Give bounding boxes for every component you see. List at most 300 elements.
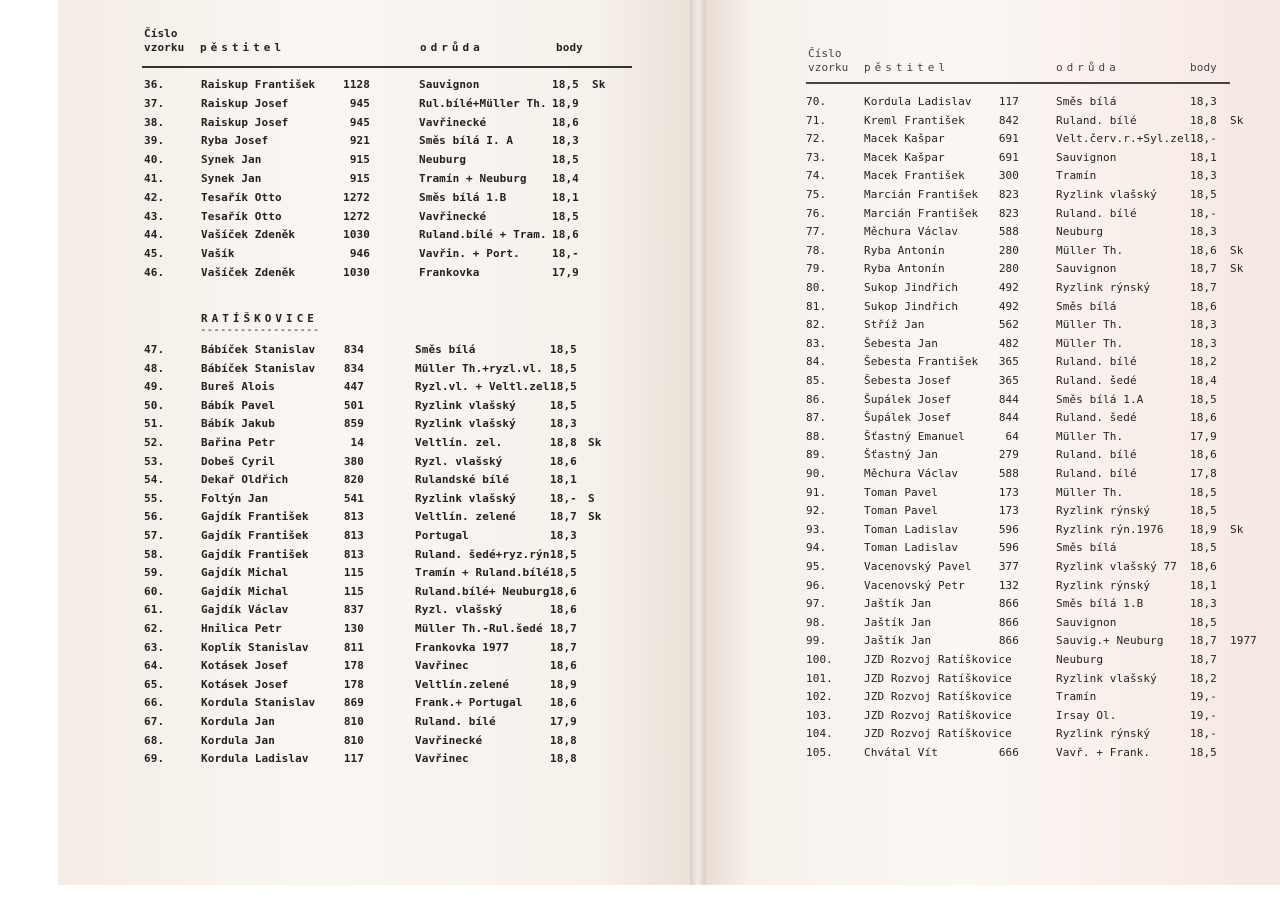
variety-name: Müller Th.+ryzl.vl. — [415, 361, 543, 375]
grower-name: Stříž Jan — [864, 318, 925, 332]
registry-number: 866 — [998, 634, 1019, 648]
table-row — [58, 210, 690, 228]
points-value: 18,3 — [550, 529, 577, 542]
note-mark: Sk — [588, 510, 602, 524]
table-row — [706, 467, 1280, 485]
points-value: 18,3 — [550, 417, 577, 431]
table-row — [58, 548, 690, 566]
table-row — [706, 337, 1280, 355]
registry-number: 64 — [1005, 429, 1019, 443]
table-row — [706, 244, 1280, 262]
registry-number: 596 — [998, 541, 1019, 555]
table-row — [58, 659, 690, 677]
table-row — [58, 228, 690, 246]
points-value: 18,6 — [550, 603, 577, 617]
table-row — [706, 281, 1280, 299]
table-row — [706, 374, 1280, 392]
table-row — [58, 715, 690, 733]
table-row — [706, 486, 1280, 504]
table-row — [58, 343, 690, 361]
points-value: 18,5 — [1190, 541, 1217, 555]
points-value: 17,9 — [550, 715, 577, 728]
grower-name: Synek Jan — [201, 153, 262, 167]
points-value: 18,7 — [1190, 281, 1217, 294]
sample-number: 100. — [806, 653, 833, 666]
registry-number: 178 — [343, 659, 364, 673]
sample-number: 65. — [144, 677, 165, 691]
sample-number: 104. — [806, 727, 833, 741]
sample-number: 41. — [144, 172, 165, 185]
points-value: 18,5 — [552, 209, 579, 223]
grower-name: Foltýn Jan — [201, 491, 269, 505]
variety-name: Neuburg — [1056, 653, 1104, 666]
grower-name: Toman Ladislav — [864, 541, 959, 555]
points-value: 18,3 — [552, 134, 579, 148]
variety-name: Vavřinecké — [419, 115, 487, 129]
points-value: 18,6 — [1190, 411, 1217, 425]
table-row — [58, 510, 690, 528]
variety-name: Ruland. bílé — [1056, 206, 1137, 220]
grower-name: Gajdík František — [201, 547, 309, 561]
table-row — [706, 430, 1280, 448]
points-value: 18,5 — [1190, 485, 1217, 499]
variety-name: Směs bílá 1.B — [1056, 597, 1144, 611]
table-row — [706, 393, 1280, 411]
table-row — [706, 616, 1280, 634]
registry-number: 859 — [343, 417, 364, 431]
grower-name: JZD Rozvoj Ratíškovice — [864, 708, 1012, 722]
points-value: 17,8 — [1190, 467, 1217, 480]
variety-name: Sauvignon — [1056, 615, 1117, 629]
grower-name: Jaštík Jan — [864, 615, 932, 629]
variety-name: Ryzlink vlašský 77 — [1056, 560, 1178, 573]
table-row — [58, 641, 690, 659]
grower-name: Marcián František — [864, 206, 979, 220]
registry-number: 117 — [343, 752, 364, 766]
points-value: 18,8 — [550, 436, 577, 449]
header-sample-line2: vzorku — [144, 41, 185, 54]
grower-name: Synek Jan — [201, 172, 262, 185]
grower-name: Marcián František — [864, 188, 979, 201]
book-gutter — [690, 0, 706, 898]
table-row — [706, 448, 1280, 466]
points-value: 17,9 — [552, 266, 579, 279]
variety-name: Ryzlink rýnský — [1056, 504, 1151, 518]
variety-name: Ryzlink vlašský — [415, 491, 516, 505]
sample-number: 66. — [144, 696, 165, 710]
points-value: 18,8 — [550, 733, 577, 747]
registry-number: 1128 — [343, 78, 370, 91]
points-value: 19,- — [1190, 708, 1217, 722]
table-row — [58, 585, 690, 603]
sample-number: 46. — [144, 266, 165, 279]
table-row — [58, 399, 690, 417]
table-row — [706, 300, 1280, 318]
variety-name: Ruland. bílé — [1056, 448, 1137, 462]
sample-number: 63. — [144, 640, 165, 654]
header-grower-right: pěstitel — [864, 61, 949, 74]
sample-number: 77. — [806, 225, 827, 239]
sample-number: 86. — [806, 392, 827, 406]
variety-name: Veltlín. zelené — [415, 510, 516, 524]
grower-name: Raiskup Josef — [201, 115, 289, 129]
variety-name: Ruland.bílé+ Neuburg — [415, 584, 550, 598]
points-value: 18,4 — [552, 172, 579, 185]
table-row — [706, 318, 1280, 336]
grower-name: Vacenovský Petr — [864, 578, 965, 592]
points-value: 18,9 — [1190, 522, 1217, 536]
grower-name: Šupálek Josef — [864, 411, 952, 425]
grower-name: Kreml František — [864, 113, 965, 127]
grower-name: Vašíček Zdeněk — [201, 266, 296, 279]
registry-number: 691 — [998, 132, 1019, 146]
table-row — [58, 247, 690, 265]
registry-number: 280 — [998, 243, 1019, 257]
registry-number: 178 — [343, 677, 364, 691]
grower-name: JZD Rozvoj Ratíškovice — [864, 671, 1012, 685]
registry-number: 173 — [998, 485, 1019, 499]
sample-number: 51. — [144, 417, 165, 431]
header-rule — [142, 66, 632, 68]
table-row — [58, 172, 690, 190]
registry-number: 588 — [998, 467, 1019, 480]
sample-number: 43. — [144, 209, 165, 223]
grower-name: Raiskup František — [201, 78, 316, 91]
table-row — [58, 566, 690, 584]
table-row — [58, 529, 690, 547]
header-variety: odrůda — [420, 41, 484, 54]
points-value: 18,5 — [550, 398, 577, 412]
registry-number: 492 — [998, 299, 1019, 313]
registry-number: 837 — [343, 603, 364, 617]
table-row — [58, 455, 690, 473]
table-row — [58, 603, 690, 621]
variety-name: Vavřinec — [415, 659, 469, 673]
sample-number: 96. — [806, 578, 827, 592]
points-value: 18,6 — [550, 454, 577, 468]
registry-number: 541 — [343, 491, 364, 505]
sample-number: 78. — [806, 243, 827, 257]
registry-number: 834 — [343, 361, 364, 375]
points-value: 18,5 — [1190, 615, 1217, 629]
variety-name: Ryzlink rýnský — [1056, 578, 1151, 592]
right-page — [706, 0, 1280, 885]
table-row — [706, 169, 1280, 187]
variety-name: Směs bílá 1.B — [419, 190, 507, 204]
sample-number: 71. — [806, 113, 827, 127]
points-value: 18,7 — [1190, 634, 1217, 648]
grower-name: Gajdík Václav — [201, 603, 289, 617]
table-row — [58, 97, 690, 115]
points-value: 18,6 — [1190, 448, 1217, 462]
grower-name: Hnilica Petr — [201, 622, 282, 635]
sample-number: 69. — [144, 752, 165, 766]
variety-name: Müller Th. — [1056, 485, 1124, 499]
points-value: 18,9 — [552, 96, 579, 110]
sample-number: 61. — [144, 603, 165, 617]
header-sample-line1-right: Číslo — [808, 47, 842, 60]
registry-number: 945 — [349, 115, 370, 129]
grower-name: Vašík — [201, 247, 235, 261]
variety-name: Ryzlink vlašský — [1056, 671, 1157, 685]
grower-name: JZD Rozvoj Ratíškovice — [864, 727, 1012, 741]
note-mark: Sk — [1230, 243, 1244, 257]
variety-name: Ryzlink rýnský — [1056, 727, 1151, 741]
registry-number: 115 — [343, 566, 364, 580]
sample-number: 56. — [144, 510, 165, 524]
variety-name: Velt.červ.r.+Syl.zel. — [1056, 132, 1198, 146]
points-value: 18,3 — [1190, 336, 1217, 350]
variety-name: Tramín + Neuburg — [419, 172, 527, 185]
grower-name: Gajdík Michal — [201, 584, 289, 598]
sample-number: 57. — [144, 529, 165, 542]
sample-number: 50. — [144, 398, 165, 412]
sample-number: 84. — [806, 355, 827, 369]
points-value: 18,2 — [1190, 355, 1217, 369]
grower-name: Gajdík František — [201, 510, 309, 524]
points-value: 18,6 — [552, 228, 579, 242]
table-row — [706, 560, 1280, 578]
points-value: 18,7 — [550, 510, 577, 524]
grower-name: Toman Pavel — [864, 504, 938, 518]
grower-name: JZD Rozvoj Ratíškovice — [864, 653, 1012, 666]
variety-name: Ryzl. vlašský — [415, 454, 503, 468]
points-value: 18,5 — [1190, 188, 1217, 201]
points-value: 18,1 — [1190, 578, 1217, 592]
variety-name: Frank.+ Portugal — [415, 696, 523, 710]
sample-number: 87. — [806, 411, 827, 425]
registry-number: 813 — [343, 529, 364, 542]
variety-name: Směs bílá — [415, 343, 476, 356]
registry-number: 280 — [998, 262, 1019, 276]
points-value: 18,5 — [552, 153, 579, 167]
variety-name: Portugal — [415, 529, 469, 542]
sample-number: 67. — [144, 715, 165, 728]
sample-number: 105. — [806, 746, 833, 759]
registry-number: 921 — [349, 134, 370, 148]
sample-number: 36. — [144, 78, 165, 91]
variety-name: Veltlín. zel. — [415, 436, 503, 449]
registry-number: 492 — [998, 281, 1019, 294]
table-row — [706, 504, 1280, 522]
sample-number: 82. — [806, 318, 827, 332]
variety-name: Müller Th.-Rul.šedé — [415, 622, 543, 635]
registry-number: 810 — [343, 715, 364, 728]
registry-number: 377 — [998, 560, 1019, 573]
variety-name: Směs bílá — [1056, 299, 1117, 313]
sample-number: 44. — [144, 228, 165, 242]
grower-name: Vacenovský Pavel — [864, 560, 972, 573]
grower-name: Kotásek Josef — [201, 677, 289, 691]
registry-number: 596 — [998, 522, 1019, 536]
registry-number: 946 — [349, 247, 370, 261]
registry-number: 14 — [350, 436, 364, 449]
registry-number: 844 — [998, 411, 1019, 425]
registry-number: 300 — [998, 169, 1019, 183]
sample-number: 89. — [806, 448, 827, 462]
header-grower: pěstitel — [200, 41, 285, 54]
registry-number: 130 — [343, 622, 364, 635]
points-value: 18,6 — [550, 584, 577, 598]
points-value: 18,6 — [1190, 299, 1217, 313]
grower-name: Kordula Jan — [201, 733, 275, 747]
variety-name: Tramín + Ruland.bílé — [415, 566, 550, 580]
points-value: 18,6 — [550, 659, 577, 673]
registry-number: 588 — [998, 225, 1019, 239]
variety-name: Tramín — [1056, 690, 1097, 704]
registry-number: 279 — [998, 448, 1019, 462]
sample-number: 83. — [806, 336, 827, 350]
points-value: 18,5 — [550, 566, 577, 580]
table-row — [58, 134, 690, 152]
sample-number: 88. — [806, 429, 827, 443]
grower-name: Koplík Stanislav — [201, 640, 309, 654]
table-row — [706, 690, 1280, 708]
grower-name: Šťastný Jan — [864, 448, 938, 462]
points-value: 18,6 — [550, 696, 577, 710]
variety-name: Ruland. bílé — [415, 715, 496, 728]
points-value: 18,7 — [550, 640, 577, 654]
points-value: 18,3 — [1190, 95, 1217, 108]
grower-name: Šťastný Emanuel — [864, 429, 965, 443]
table-row — [706, 523, 1280, 541]
sample-number: 62. — [144, 622, 165, 635]
points-value: 18,3 — [1190, 225, 1217, 239]
registry-number: 915 — [349, 172, 370, 185]
points-value: 17,9 — [1190, 429, 1217, 443]
sample-number: 97. — [806, 597, 827, 611]
table-row — [58, 266, 690, 284]
variety-name: Ruland. šedé — [1056, 374, 1137, 387]
variety-name: Ryzlink vlašský — [415, 417, 516, 431]
grower-name: Chvátal Vít — [864, 746, 938, 759]
points-value: 18,3 — [1190, 597, 1217, 611]
variety-name: Sauvignon — [1056, 262, 1117, 276]
variety-name: Irsay Ol. — [1056, 708, 1117, 722]
registry-number: 1030 — [343, 228, 370, 242]
grower-name: Vašíček Zdeněk — [201, 228, 296, 242]
variety-name: Sauvignon — [419, 78, 480, 91]
sample-number: 54. — [144, 473, 165, 487]
points-value: 18,5 — [1190, 746, 1217, 759]
registry-number: 866 — [998, 597, 1019, 611]
table-row — [706, 672, 1280, 690]
grower-name: Macek Kašpar — [864, 132, 945, 146]
registry-number: 1272 — [343, 190, 370, 204]
note-mark: 1977 — [1230, 634, 1257, 648]
header-variety-right: odrůda — [1056, 61, 1120, 74]
left-page — [58, 0, 690, 885]
registry-number: 117 — [998, 95, 1019, 108]
registry-number: 447 — [343, 380, 364, 394]
sample-number: 52. — [144, 436, 165, 449]
registry-number: 810 — [343, 733, 364, 747]
variety-name: Tramín — [1056, 169, 1097, 183]
points-value: 18,3 — [1190, 318, 1217, 332]
section-underline: ------------------ — [200, 323, 320, 336]
table-row — [58, 380, 690, 398]
registry-number: 365 — [998, 355, 1019, 369]
grower-name: Šupálek Josef — [864, 392, 952, 406]
grower-name: Tesařík Otto — [201, 209, 282, 223]
variety-name: Ruland. bílé — [1056, 355, 1137, 369]
points-value: 18,- — [1190, 132, 1217, 146]
registry-number: 1030 — [343, 266, 370, 279]
registry-number: 844 — [998, 392, 1019, 406]
header-rule-right — [806, 82, 1230, 84]
table-row — [706, 207, 1280, 225]
sample-number: 72. — [806, 132, 827, 146]
points-value: 18,6 — [1190, 560, 1217, 573]
table-row — [706, 597, 1280, 615]
registry-number: 823 — [998, 206, 1019, 220]
registry-number: 482 — [998, 336, 1019, 350]
table-row — [706, 151, 1280, 169]
points-value: 18,1 — [550, 473, 577, 487]
table-row — [706, 411, 1280, 429]
grower-name: Bábíček Stanislav — [201, 343, 316, 356]
points-value: 18,1 — [1190, 150, 1217, 164]
variety-name: Ryzl.vl. + Veltl.zel. — [415, 380, 557, 394]
registry-number: 173 — [998, 504, 1019, 518]
table-row — [58, 191, 690, 209]
grower-name: Sukop Jindřich — [864, 281, 959, 294]
variety-name: Směs bílá — [1056, 541, 1117, 555]
sample-number: 55. — [144, 491, 165, 505]
table-row — [58, 417, 690, 435]
points-value: 18,- — [1190, 727, 1217, 741]
header-points: body — [556, 41, 583, 54]
grower-name: Bábík Jakub — [201, 417, 275, 431]
points-value: 18,1 — [552, 190, 579, 204]
header-points-right: body — [1190, 61, 1217, 74]
grower-name: Šebesta Jan — [864, 336, 938, 350]
table-row — [58, 678, 690, 696]
sample-number: 93. — [806, 522, 827, 536]
variety-name: Ryzlink vlašský — [1056, 188, 1157, 201]
table-row — [58, 362, 690, 380]
registry-number: 115 — [343, 584, 364, 598]
sample-number: 42. — [144, 190, 165, 204]
sample-number: 53. — [144, 454, 165, 468]
points-value: 18,5 — [550, 343, 577, 356]
table-row — [706, 541, 1280, 559]
registry-number: 945 — [349, 96, 370, 110]
points-value: 18,8 — [1190, 113, 1217, 127]
variety-name: Veltlín.zelené — [415, 677, 510, 691]
variety-name: Sauvig.+ Neuburg — [1056, 634, 1164, 648]
registry-number: 666 — [998, 746, 1019, 759]
table-row — [706, 653, 1280, 671]
points-value: 18,5 — [550, 361, 577, 375]
grower-name: Měchura Václav — [864, 225, 959, 239]
header-sample-line2-right: vzorku — [808, 61, 849, 74]
points-value: 18,6 — [1190, 243, 1217, 257]
variety-name: Ryzlink vlašský — [415, 398, 516, 412]
points-value: 18,6 — [552, 115, 579, 129]
grower-name: Macek František — [864, 169, 965, 183]
sample-number: 49. — [144, 380, 165, 394]
variety-name: Ruland. šedé — [1056, 411, 1137, 425]
grower-name: Bařina Petr — [201, 436, 275, 449]
table-row — [58, 734, 690, 752]
header-sample-line1: Číslo — [144, 27, 178, 40]
variety-name: Ruland. šedé+ryz.rýn. — [415, 547, 557, 561]
registry-number: 380 — [343, 454, 364, 468]
note-mark: Sk — [1230, 113, 1244, 127]
sample-number: 73. — [806, 150, 827, 164]
sample-number: 75. — [806, 188, 827, 201]
